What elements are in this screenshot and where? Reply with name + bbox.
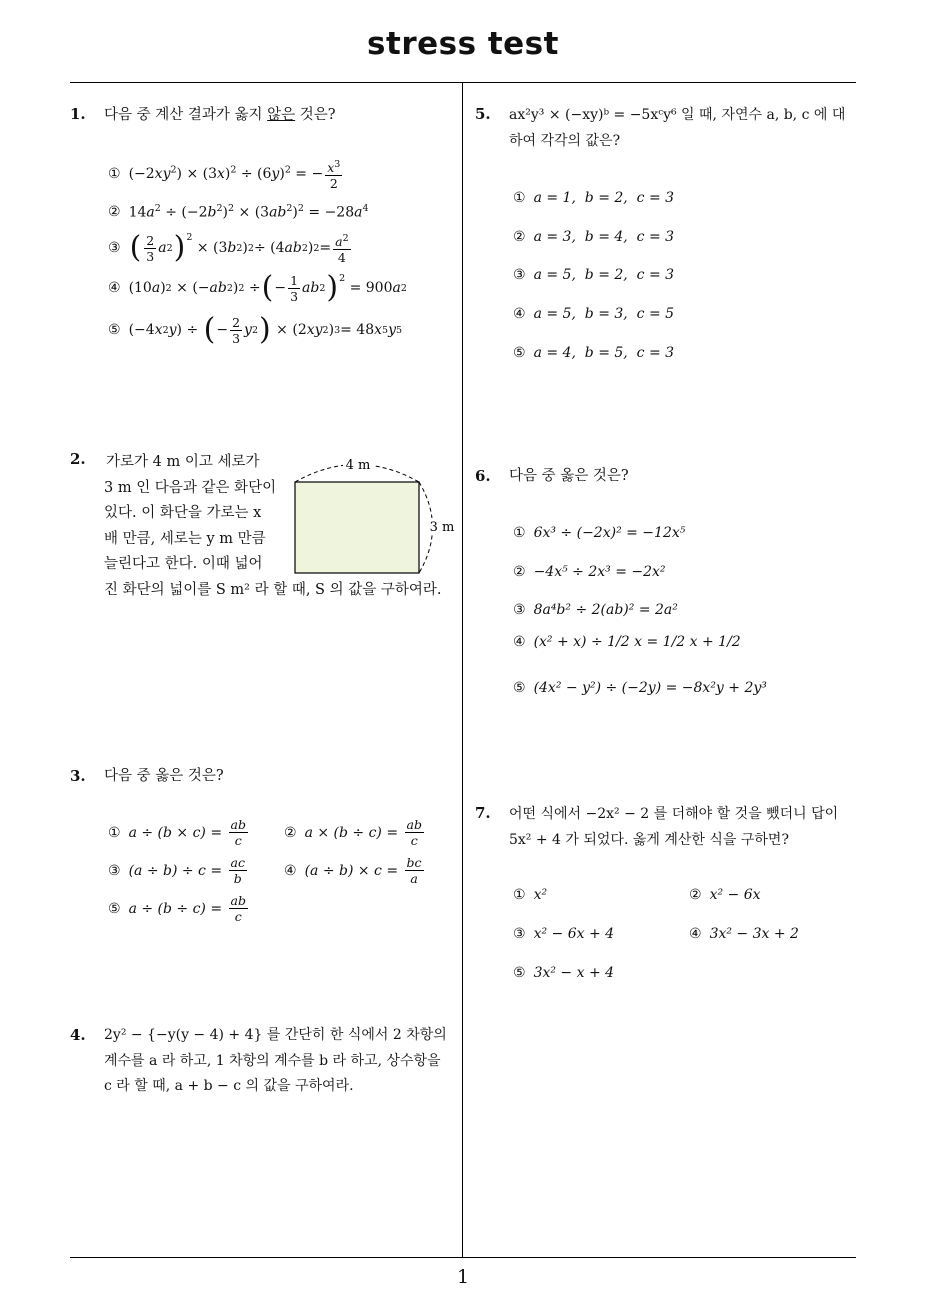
question-number: 7. <box>475 804 491 822</box>
q6-option-4[interactable]: ④ (x² + x) ÷ 1/2 x = 1/2 x + 1/2 <box>513 634 741 650</box>
q5-option-5[interactable]: ⑤ a = 4, b = 5, c = 3 <box>513 345 675 361</box>
q6-option-5[interactable]: ⑤ (4x² − y²) ÷ (−2y) = −8x²y + 2y³ <box>513 680 767 696</box>
q1-option-1[interactable] <box>108 158 344 190</box>
option-mark: ① <box>108 166 121 183</box>
q1-option-4[interactable] <box>108 270 407 305</box>
question-number: 2. <box>70 450 86 468</box>
column-divider <box>462 82 463 1257</box>
q3-option-3[interactable]: ③ (a ÷ b) ÷ c = $\frac{ac}{b}$ <box>108 855 245 886</box>
option-mark: ③ <box>108 240 121 257</box>
question-text: 다음 중 계산 결과가 옳지 않은 것은? <box>104 107 336 123</box>
q3-option-4[interactable]: ④ (a ÷ b) × c = $\frac{bc}{a}$ <box>284 855 422 886</box>
q1-option-3[interactable] <box>108 232 353 264</box>
option-mark: ⑤ <box>108 322 121 338</box>
width-label: 4 m <box>345 458 371 473</box>
flowerbed-rectangle <box>295 482 419 573</box>
q7-option-5[interactable]: ⑤ 3x² − x + 4 <box>513 965 615 981</box>
q3-option-5[interactable]: ⑤ a ÷ (b ÷ c) = $\frac{ab}{c}$ <box>108 893 246 924</box>
q6-option-2[interactable]: ② −4x⁵ ÷ 2x³ = −2x² <box>513 564 666 580</box>
q5-option-1[interactable]: ① a = 1, b = 2, c = 3 <box>513 190 675 206</box>
q7-option-3[interactable]: ③ x² − 6x + 4 <box>513 926 615 942</box>
q6-option-3[interactable]: ③ 8a⁴b² ÷ 2(ab)² = 2a² <box>513 602 678 618</box>
q1-option-5[interactable] <box>108 312 403 347</box>
underlined-word: 않은 <box>267 107 296 123</box>
question-6 <box>475 469 629 484</box>
page-number: 1 <box>456 1266 470 1288</box>
question-text: 가로가 4 m 이고 세로가 <box>106 454 260 470</box>
q1-option-2[interactable] <box>108 203 369 221</box>
question-text: ax²y³ × (−xy)ᵇ = −5xᶜy⁶ 일 때, 자연수 a, b, c 에 대 하여 각각의 값은? <box>509 107 846 149</box>
q7-option-2[interactable]: ② x² − 6x <box>689 887 761 903</box>
question-1 <box>70 107 455 123</box>
question-number: 3. <box>70 767 86 785</box>
option-expr: $14a^2 \div (-2b^2)^2 \times (3ab^2)^2 = -28a^4$ <box>128 203 369 221</box>
question-text: 어떤 식에서 −2x² − 2 를 더해야 할 것을 뺐더니 답이 5x² + 4 가 되었다. 옳게 계산한 식을 구하면? <box>509 806 839 848</box>
option-expr: $(-2xy^2) \times (3x)^2 \div (6y)^2$ = − $\frac{x^3}{2}$ <box>128 159 341 192</box>
top-rule <box>70 82 856 83</box>
question-text: 다음 중 옳은 것은? <box>509 468 629 484</box>
q5-option-4[interactable]: ④ a = 5, b = 3, c = 5 <box>513 306 675 322</box>
bottom-rule <box>70 1257 856 1258</box>
flowerbed-figure <box>288 455 458 580</box>
question-text: 다음 중 옳은 것은? <box>104 768 224 784</box>
option-expr: (10 a ) 2 × (− ab 2 ) 2 ÷ ( − $\frac{1}{3}$ ab 2 ) $^2$ = 900 a 2 <box>128 270 407 305</box>
question-text: 2y² − {−y(y − 4) + 4} 를 간단히 한 식에서 2 차항의 계수를 a 라 하고, 1 차항의 계수를 b 라 하고, 상수항을 c 라 할 때, a + b − c 의 값을 구하여라. <box>104 1027 447 1094</box>
question-3 <box>70 769 224 784</box>
option-expr: (−4 x 2 y ) ÷ ( − $\frac{2}{3}$ y 2 ) × (2 xy 2 ) 3 = 48 x 5 y 5 <box>128 312 403 347</box>
q3-option-2[interactable]: ② a × (b ÷ c) = $\frac{ab}{c}$ <box>284 817 422 848</box>
page-title: stress test <box>367 26 559 62</box>
question-number: 1. <box>70 105 86 123</box>
height-label: 3 m <box>429 520 455 535</box>
q5-option-2[interactable]: ② a = 3, b = 4, c = 3 <box>513 229 675 245</box>
q7-option-1[interactable]: ① x² <box>513 887 548 903</box>
question-number: 4. <box>70 1026 86 1044</box>
option-mark: ④ <box>108 280 121 296</box>
q6-option-1[interactable]: ① 6x³ ÷ (−2x)² = −12x⁵ <box>513 525 686 541</box>
question-number: 6. <box>475 467 491 485</box>
option-mark: ② <box>108 203 121 220</box>
q7-option-4[interactable]: ④ 3x² − 3x + 2 <box>689 926 799 942</box>
question-number: 5. <box>475 105 491 123</box>
q3-option-1[interactable]: ① a ÷ (b × c) = $\frac{ab}{c}$ <box>108 817 246 848</box>
q5-option-3[interactable]: ③ a = 5, b = 2, c = 3 <box>513 267 675 283</box>
option-expr: ( $\frac{2}{3}$ a 2 ) $^2$ × (3 b 2 ) 2 ÷ (4 ab 2 ) 2 = $\frac{a^2}{4}$ <box>129 230 349 266</box>
